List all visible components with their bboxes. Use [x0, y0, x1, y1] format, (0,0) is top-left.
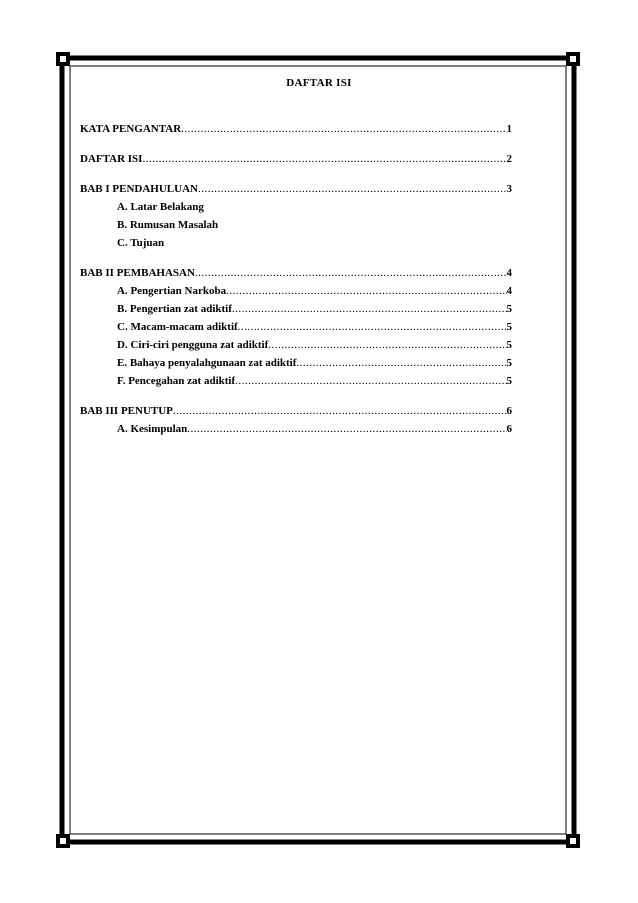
dot-leader — [181, 120, 506, 138]
dot-leader — [142, 150, 506, 168]
toc-entry-page: 5 — [506, 375, 512, 387]
dot-leader — [238, 318, 507, 336]
toc-entry-label: B. Pengertian zat adiktif — [117, 303, 232, 315]
page-title: DAFTAR ISI — [286, 77, 352, 89]
toc-entry-label: A. Latar Belakang — [117, 201, 204, 213]
toc-entry-page: 5 — [506, 321, 512, 333]
toc-entry-label: B. Rumusan Masalah — [117, 219, 219, 231]
toc-subentry — [80, 420, 512, 438]
toc-entry-label: BAB II PEMBAHASAN — [80, 267, 195, 279]
dot-leader — [173, 402, 507, 420]
toc-entry-page: 2 — [506, 153, 512, 165]
toc-entry-label: A. Kesimpulan — [117, 423, 188, 435]
toc-entry — [80, 264, 512, 282]
toc-subentry — [80, 336, 512, 354]
toc-entry — [80, 150, 512, 168]
toc-entry-label: BAB III PENUTUP — [80, 405, 173, 417]
dot-leader — [232, 300, 507, 318]
table-of-contents — [80, 120, 512, 438]
toc-subentry — [80, 282, 512, 300]
toc-entry — [80, 402, 512, 420]
toc-entry-label: C. Tujuan — [117, 237, 165, 249]
toc-entry-label: BAB I PENDAHULUAN — [80, 183, 198, 195]
toc-entry-label: E. Bahaya penyalahgunaan zat adiktif — [117, 357, 297, 369]
dot-leader — [268, 336, 506, 354]
toc-entry-label: F. Pencegahan zat adiktif — [117, 375, 236, 387]
toc-entry-page: 6 — [506, 405, 512, 417]
toc-entry — [80, 120, 512, 138]
toc-entry-label: KATA PENGANTAR — [80, 123, 182, 135]
toc-entry-page: 5 — [506, 339, 512, 351]
dot-leader — [226, 282, 506, 300]
dot-leader — [195, 264, 507, 282]
toc-entry-label: A. Pengertian Narkoba — [117, 285, 227, 297]
toc-subentry — [80, 198, 512, 216]
toc-subentry — [80, 372, 512, 390]
toc-subentry — [80, 354, 512, 372]
dot-leader — [296, 354, 506, 372]
dot-leader — [187, 420, 506, 438]
toc-entry-page: 6 — [506, 423, 512, 435]
toc-entry-label: D. Ciri-ciri pengguna zat adiktif — [117, 339, 269, 351]
toc-entry-page: 3 — [506, 183, 512, 195]
toc-subentry — [80, 300, 512, 318]
toc-entry-label: DAFTAR ISI — [80, 153, 143, 165]
toc-entry-page: 4 — [506, 267, 512, 279]
dot-leader — [198, 180, 507, 198]
toc-subentry — [80, 216, 512, 234]
toc-subentry — [80, 318, 512, 336]
toc-subentry — [80, 234, 512, 252]
toc-entry — [80, 180, 512, 198]
toc-entry-label: C. Macam-macam adiktif — [117, 321, 238, 333]
toc-entry-page: 5 — [506, 357, 512, 369]
toc-entry-page: 5 — [506, 303, 512, 315]
toc-entry-page: 1 — [506, 123, 512, 135]
toc-entry-page: 4 — [506, 285, 512, 297]
dot-leader — [235, 372, 506, 390]
